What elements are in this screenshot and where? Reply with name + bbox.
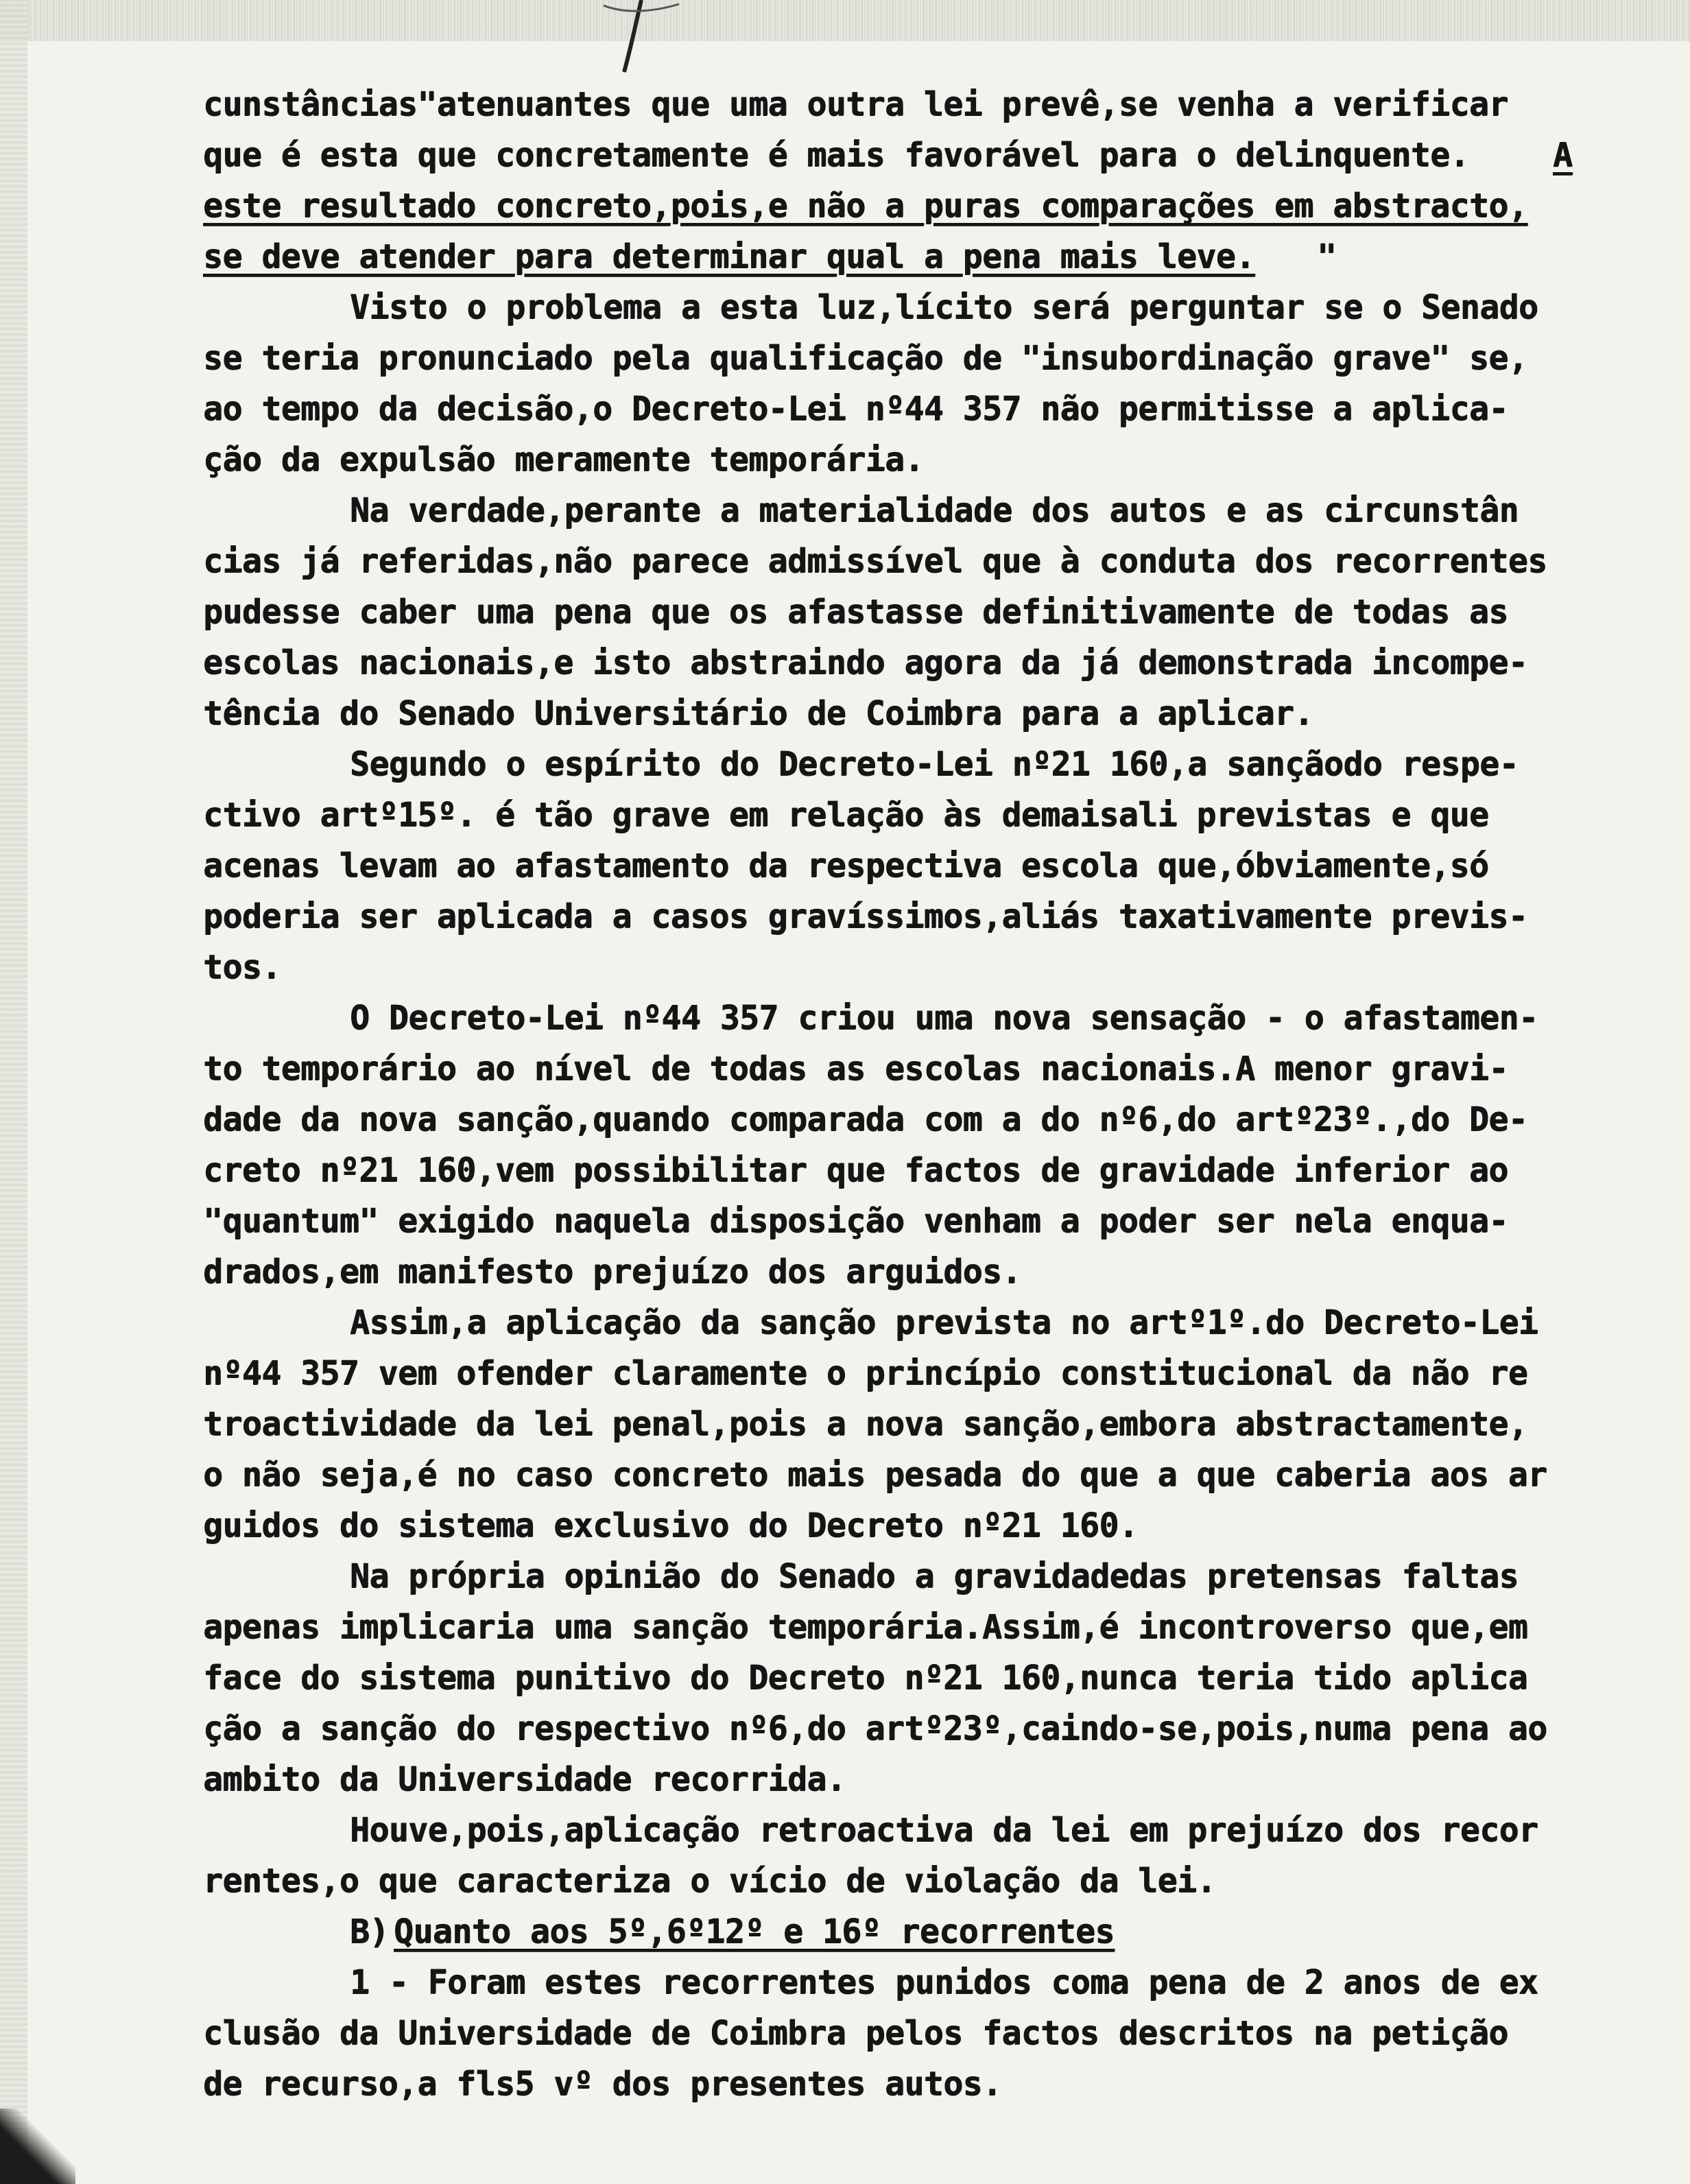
text-line: dade da nova sanção,quando comparada com a do nº6,do artº23º.,do De- bbox=[203, 1100, 1528, 1139]
text-line: drados,em manifesto prejuízo dos arguidos. bbox=[203, 1253, 1021, 1291]
section-heading: Quanto aos 5º,6º12º e 16º recorrentes bbox=[394, 1912, 1115, 1951]
paragraph-start: Houve,pois,aplicação retroactiva da lei em prejuízo dos recor bbox=[350, 1811, 1538, 1849]
text-line: que é esta que concretamente é mais favorável para o delinquente. bbox=[203, 136, 1469, 174]
text-line: rentes,o que caracteriza o vício de violação da lei. bbox=[203, 1862, 1216, 1900]
text-line: creto nº21 160,vem possibilitar que factos de gravidade inferior ao bbox=[203, 1151, 1508, 1189]
text-line: ctivo artº15º. é tão grave em relação às demaisali previstas e que bbox=[203, 796, 1489, 834]
text-line: pudesse caber uma pena que os afastasse definitivamente de todas as bbox=[203, 593, 1508, 631]
text-line: apenas implicaria uma sanção temporária.Assim,é incontroverso que,em bbox=[203, 1608, 1528, 1646]
paragraph-start: 1 - Foram estes recorrentes punidos coma pena de 2 anos de ex bbox=[350, 1963, 1538, 2002]
text-line: to temporário ao nível de todas as escolas nacionais.A menor gravi- bbox=[203, 1049, 1508, 1088]
text-line: ção da expulsão meramente temporária. bbox=[203, 440, 924, 479]
pen-mark-icon bbox=[576, 0, 686, 75]
text-line: escolas nacionais,e isto abstraindo agora da já demonstrada incompe- bbox=[203, 643, 1528, 682]
text-line-underlined: A bbox=[1553, 136, 1573, 174]
text-line: de recurso,a fls5 vº dos presentes autos. bbox=[203, 2065, 1002, 2103]
text-line: tos. bbox=[203, 948, 281, 986]
text-line-underlined: se deve atender para determinar qual a pena mais leve. bbox=[203, 237, 1255, 276]
text-line: cias já referidas,não parece admissível que à conduta dos recorrentes bbox=[203, 542, 1547, 580]
text-line: clusão da Universidade de Coimbra pelos factos descritos na petição bbox=[203, 2014, 1508, 2052]
text-line: guidos do sistema exclusivo do Decreto nº21 160. bbox=[203, 1506, 1139, 1545]
scan-corner-shadow bbox=[0, 2109, 75, 2184]
text-line-underlined: este resultado concreto,pois,e não a puras comparações em abstracto, bbox=[203, 187, 1528, 225]
paragraph-start: Na própria opinião do Senado a gravidadedas pretensas faltas bbox=[350, 1557, 1519, 1595]
text-line: ambito da Universidade recorrida. bbox=[203, 1760, 846, 1799]
paragraph-start: O Decreto-Lei nº44 357 criou uma nova sensação - o afastamen- bbox=[350, 999, 1538, 1037]
text-line: cunstâncias"atenuantes que uma outra lei prevê,se venha a verificar bbox=[203, 85, 1508, 123]
section-label: B) bbox=[350, 1912, 389, 1951]
scan-edge-left bbox=[0, 0, 27, 2184]
text-line: se teria pronunciado pela qualificação de "insubordinação grave" se, bbox=[203, 339, 1528, 377]
text-line: ção a sanção do respectivo nº6,do artº23º,caindo-se,pois,numa pena ao bbox=[203, 1709, 1547, 1748]
text-line: ao tempo da decisão,o Decreto-Lei nº44 357 não permitisse a aplica- bbox=[203, 390, 1508, 428]
paragraph-start: Segundo o espírito do Decreto-Lei nº21 160,a sançãodo respe- bbox=[350, 745, 1519, 783]
text-line: troactividade da lei penal,pois a nova sanção,embora abstractamente, bbox=[203, 1405, 1528, 1443]
paragraph-start: Assim,a aplicação da sanção prevista no artº1º.do Decreto-Lei bbox=[350, 1303, 1538, 1342]
text-line: "quantum" exigido naquela disposição venham a poder ser nela enqua- bbox=[203, 1202, 1508, 1240]
scan-edge-top bbox=[0, 0, 1690, 41]
text-line: o não seja,é no caso concreto mais pesada do que a que caberia aos ar bbox=[203, 1456, 1547, 1494]
paragraph-start: Visto o problema a esta luz,lícito será perguntar se o Senado bbox=[350, 288, 1538, 327]
text-line: nº44 357 vem ofender claramente o princípio constitucional da não re bbox=[203, 1354, 1528, 1392]
text-line: acenas levam ao afastamento da respectiva escola que,óbviamente,só bbox=[203, 846, 1489, 885]
paragraph-start: Na verdade,perante a materialidade dos autos e as circunstân bbox=[350, 491, 1519, 530]
text-line: " bbox=[1317, 237, 1337, 276]
text-line: tência do Senado Universitário de Coimbra para a aplicar. bbox=[203, 694, 1313, 733]
text-line: poderia ser aplicada a casos gravíssimos,aliás taxativamente previs- bbox=[203, 897, 1528, 936]
text-line: face do sistema punitivo do Decreto nº21 160,nunca teria tido aplica bbox=[203, 1659, 1528, 1697]
